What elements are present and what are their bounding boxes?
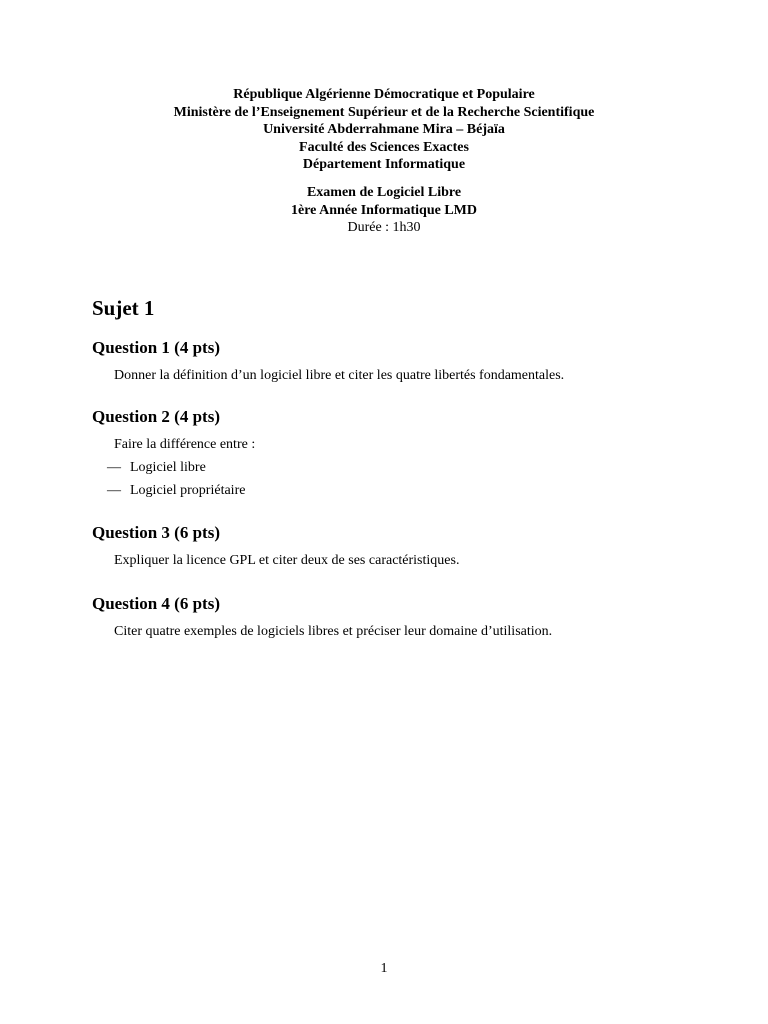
question-1-title: Question 1 (4 pts) <box>92 338 220 357</box>
header-line-department: Département Informatique <box>302 157 466 172</box>
header-line-ministry: Ministère de l’Enseignement Supérieur et de la Recherche Scientifique <box>173 104 595 120</box>
header-line-faculty: Faculté des Sciences Exactes <box>299 139 469 155</box>
question-3-text: Expliquer la licence GPL et citer deux de ses caractéristiques. <box>114 553 460 568</box>
question-1-text: Donner la définition d’un logiciel libre et citer les quatre libertés fondamentales. <box>114 368 565 383</box>
exam-title: Examen de Logiciel Libre <box>306 185 462 200</box>
exam-duration: Durée : 1h30 <box>347 220 421 235</box>
institution-header <box>0 86 768 174</box>
list-item <box>107 482 245 499</box>
header-line-university: Université Abderrahmane Mira – Béjaïa <box>263 122 505 137</box>
bullet-dash: — <box>107 460 121 475</box>
question-2-title: Question 2 (4 pts) <box>92 407 220 426</box>
question-4-text: Citer quatre exemples de logiciels libres et préciser leur domaine d’utilisation. <box>114 624 553 639</box>
header-line-republic: République Algérienne Démocratique et Populaire <box>233 87 535 102</box>
bullet-dash: — <box>107 483 121 498</box>
question-2-text: Faire la différence entre : <box>114 437 256 452</box>
page-number: 1 <box>380 961 388 976</box>
exam-level: 1ère Année Informatique LMD <box>291 202 477 218</box>
list-item <box>107 459 206 476</box>
question-4-title: Question 4 (6 pts) <box>92 594 220 613</box>
list-item-label: Logiciel propriétaire <box>130 483 246 498</box>
subject-title: Sujet 1 <box>92 296 155 320</box>
question-3-title: Question 3 (6 pts) <box>92 523 220 542</box>
list-item-label: Logiciel libre <box>130 460 206 475</box>
exam-info <box>0 184 768 237</box>
